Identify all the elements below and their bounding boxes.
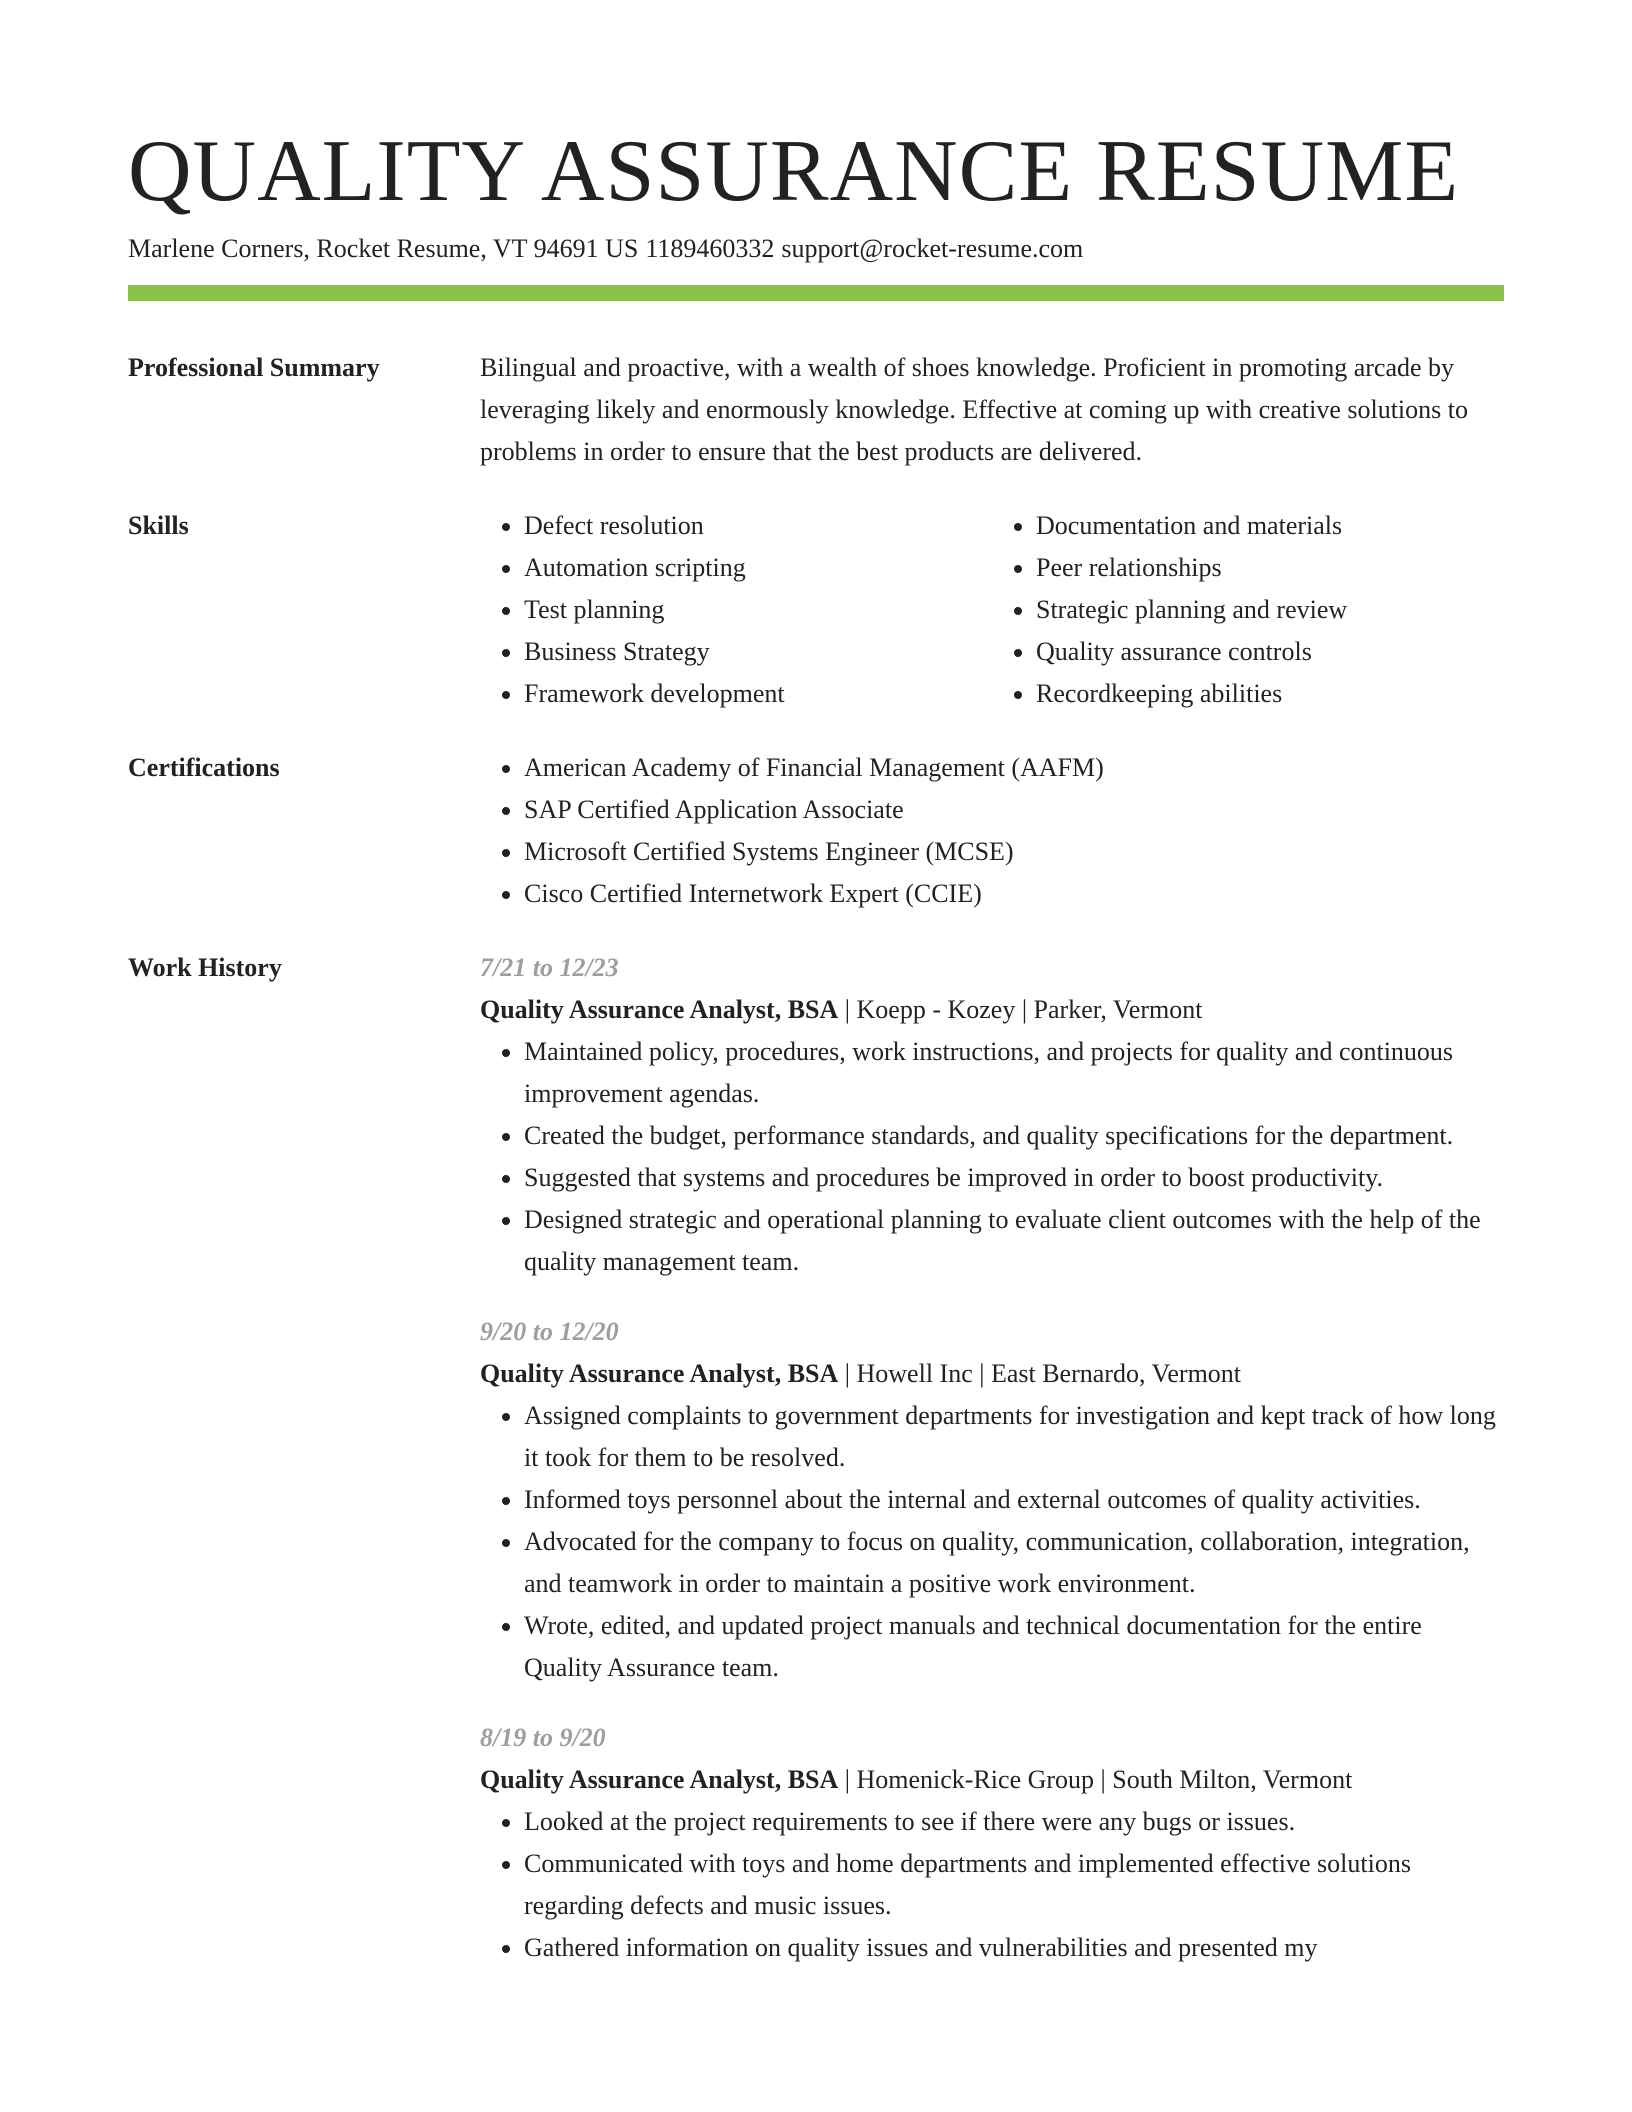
header-divider [128,285,1504,301]
certifications-body [480,747,1504,915]
job-company-location: | Homenick-Rice Group | South Milton, Vermont [844,1765,1353,1794]
skill-item: • Framework development [524,673,992,715]
contact-email: support@rocket-resume.com [781,234,1084,263]
contact-phone: 1189460332 [645,234,775,263]
summary-body [480,347,1504,473]
skill-item: • Documentation and materials [1036,505,1504,547]
job-company-location: | Howell Inc | East Bernardo, Vermont [844,1359,1242,1388]
summary-text: Bilingual and proactive, with a wealth of shoes knowledge. Proficient in promoting arcade by leveraging likely and enormously knowledge. Effective at coming up with creative solutions to problems in order to ensure that the best products are delivered. [480,353,1468,466]
work-history-label: Work History [128,953,282,982]
job-duties [480,1031,1504,1283]
skills-body [480,505,1504,715]
job-duty: • Communicated with toys and home departments and implemented effective solutions regarding defects and music issues. [524,1843,1504,1927]
certification-item: • Microsoft Certified Systems Engineer (MCSE) [524,831,1504,873]
job-duties [480,1395,1504,1689]
job-duty: • Informed toys personnel about the internal and external outcomes of quality activities. [524,1479,1504,1521]
job-entry [480,1717,1504,1969]
job-title: Quality Assurance Analyst, BSA [480,1765,839,1794]
certification-item: • American Academy of Financial Management (AAFM) [524,747,1504,789]
job-duty: • Gathered information on quality issues and vulnerabilities and presented my [524,1927,1504,1969]
skills-list-right [992,505,1504,715]
job-dates: 9/20 to 12/20 [480,1317,619,1346]
work-history-body [480,947,1504,1997]
job-title: Quality Assurance Analyst, BSA [480,995,839,1024]
skill-item: • Automation scripting [524,547,992,589]
resume-title: QUALITY ASSURANCE RESUME [128,123,1460,220]
skill-item: • Defect resolution [524,505,992,547]
contact-line [128,232,1083,266]
certifications-list [480,747,1504,915]
skill-item: • Strategic planning and review [1036,589,1504,631]
job-duties [480,1801,1504,1969]
job-duty: • Wrote, edited, and updated project manuals and technical documentation for the entire Quality Assurance team. [524,1605,1504,1689]
job-duty: • Maintained policy, procedures, work instructions, and projects for quality and continuous improvement agendas. [524,1031,1504,1115]
job-heading [480,989,1504,1031]
job-entry [480,947,1504,1283]
contact-address: Marlene Corners, Rocket Resume, VT 94691 US [128,234,639,263]
job-dates: 7/21 to 12/23 [480,953,619,982]
summary-label: Professional Summary [128,353,380,382]
job-company-location: | Koepp - Kozey | Parker, Vermont [844,995,1203,1024]
job-heading [480,1353,1504,1395]
job-duty: • Looked at the project requirements to see if there were any bugs or issues. [524,1801,1504,1843]
job-dates: 8/19 to 9/20 [480,1723,606,1752]
job-duty: • Advocated for the company to focus on quality, communication, collaboration, integration, and teamwork in order to maintain a positive work environment. [524,1521,1504,1605]
skill-item: • Quality assurance controls [1036,631,1504,673]
job-heading [480,1759,1504,1801]
certification-item: • Cisco Certified Internetwork Expert (CCIE) [524,873,1504,915]
skill-item: • Recordkeeping abilities [1036,673,1504,715]
job-duty: • Designed strategic and operational planning to evaluate client outcomes with the help of the quality management team. [524,1199,1504,1283]
job-duty: • Assigned complaints to government departments for investigation and kept track of how long it took for them to be resolved. [524,1395,1504,1479]
certifications-label: Certifications [128,753,280,782]
skill-item: • Test planning [524,589,992,631]
skill-item: • Business Strategy [524,631,992,673]
job-duty: • Suggested that systems and procedures be improved in order to boost productivity. [524,1157,1504,1199]
certification-item: • SAP Certified Application Associate [524,789,1504,831]
job-title: Quality Assurance Analyst, BSA [480,1359,839,1388]
skill-item: • Peer relationships [1036,547,1504,589]
job-entry [480,1311,1504,1689]
job-duty: • Created the budget, performance standards, and quality specifications for the department. [524,1115,1504,1157]
skills-list-left [480,505,992,715]
skills-label: Skills [128,511,189,540]
